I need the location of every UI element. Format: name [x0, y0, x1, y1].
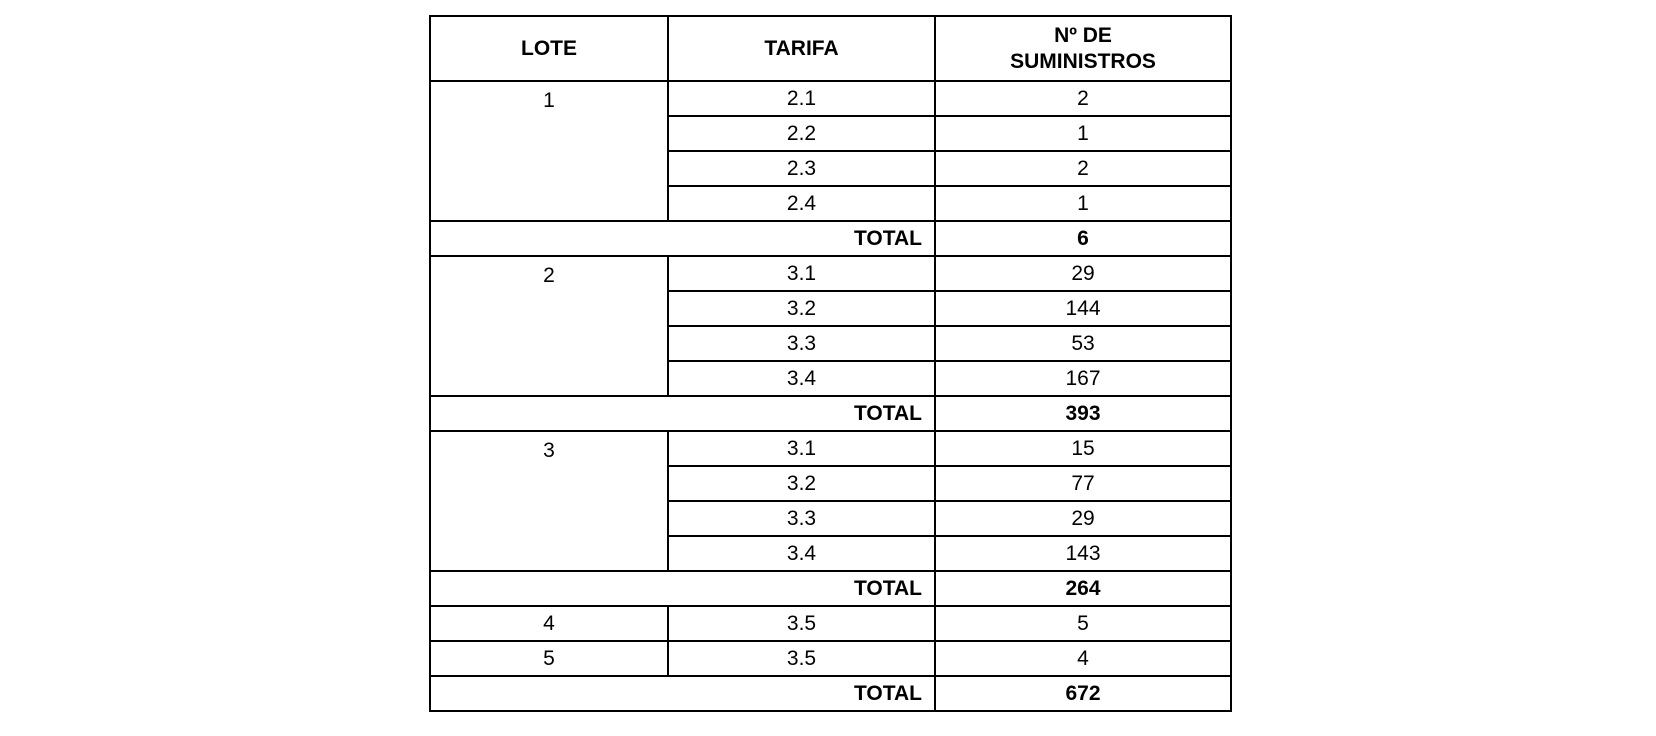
suministros-cell: 53: [935, 326, 1231, 361]
total-row: [430, 221, 1231, 256]
table-body: [430, 81, 1231, 711]
suministros-cell: 5: [935, 606, 1231, 641]
table-row: [430, 606, 1231, 641]
total-value: 264: [935, 571, 1231, 606]
suministros-cell: 143: [935, 536, 1231, 571]
total-row: [430, 571, 1231, 606]
tarifa-cell: 2.3: [668, 151, 935, 186]
tarifa-cell: 3.4: [668, 536, 935, 571]
supply-table: [429, 15, 1232, 712]
suministros-cell: 144: [935, 291, 1231, 326]
table-row: [430, 431, 1231, 466]
suministros-cell: 15: [935, 431, 1231, 466]
lote-cell: 3: [430, 431, 668, 571]
tarifa-cell: 2.2: [668, 116, 935, 151]
tarifa-cell: 3.2: [668, 291, 935, 326]
suministros-cell: 77: [935, 466, 1231, 501]
header-suministros-line1: Nº DE: [1054, 23, 1112, 47]
tarifa-cell: 3.1: [668, 431, 935, 466]
suministros-cell: 1: [935, 116, 1231, 151]
tarifa-cell: 3.5: [668, 606, 935, 641]
total-value: 393: [935, 396, 1231, 431]
grand-total-label: TOTAL: [430, 676, 935, 711]
suministros-cell: 29: [935, 256, 1231, 291]
header-suministros: [935, 16, 1231, 81]
grand-total-value: 672: [935, 676, 1231, 711]
suministros-cell: 167: [935, 361, 1231, 396]
tarifa-cell: 3.1: [668, 256, 935, 291]
total-row: [430, 396, 1231, 431]
lote-cell: 4: [430, 606, 668, 641]
table-header: [430, 16, 1231, 81]
table-row: [430, 641, 1231, 676]
tarifa-cell: 2.4: [668, 186, 935, 221]
lote-cell: 1: [430, 81, 668, 221]
total-label: TOTAL: [430, 396, 935, 431]
suministros-cell: 2: [935, 81, 1231, 116]
grand-total-row: [430, 676, 1231, 711]
tarifa-cell: 3.3: [668, 501, 935, 536]
suministros-cell: 4: [935, 641, 1231, 676]
tarifa-cell: 3.5: [668, 641, 935, 676]
total-label: TOTAL: [430, 571, 935, 606]
suministros-cell: 2: [935, 151, 1231, 186]
table-row: [430, 81, 1231, 116]
suministros-cell: 29: [935, 501, 1231, 536]
header-tarifa: TARIFA: [668, 16, 935, 81]
header-suministros-line2: SUMINISTROS: [1010, 49, 1156, 73]
table-row: [430, 256, 1231, 291]
tarifa-cell: 2.1: [668, 81, 935, 116]
header-row: [430, 16, 1231, 81]
lote-cell: 2: [430, 256, 668, 396]
tarifa-cell: 3.4: [668, 361, 935, 396]
tarifa-cell: 3.2: [668, 466, 935, 501]
total-label: TOTAL: [430, 221, 935, 256]
suministros-cell: 1: [935, 186, 1231, 221]
total-value: 6: [935, 221, 1231, 256]
header-lote: LOTE: [430, 16, 668, 81]
tarifa-cell: 3.3: [668, 326, 935, 361]
lote-cell: 5: [430, 641, 668, 676]
